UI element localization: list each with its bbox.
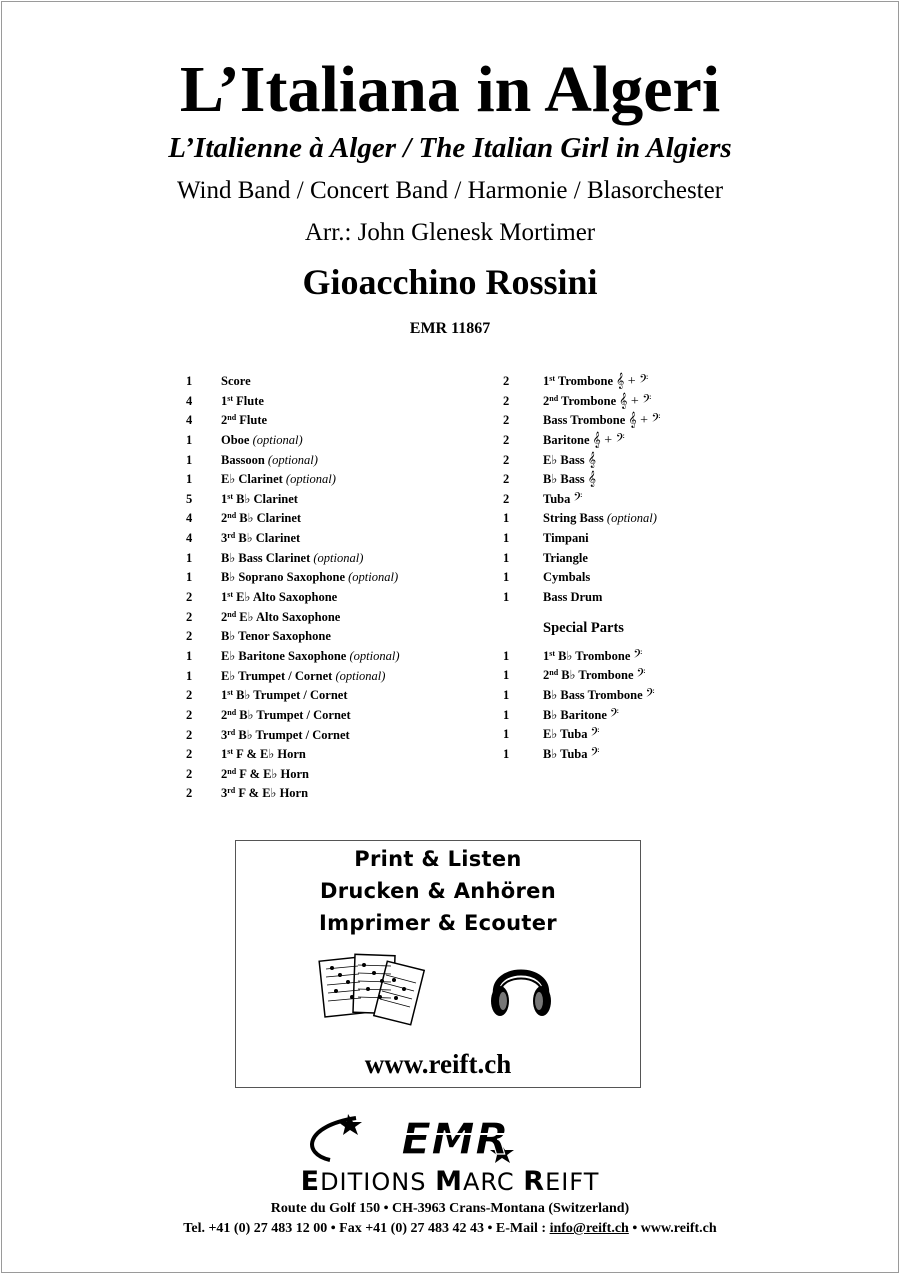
publisher-contact: Tel. +41 (0) 27 483 12 00 • Fax +41 (0) 27 483 42 43 • E-Mail : info@reift.ch • www.reift.ch: [183, 1221, 717, 1236]
parts-list-left: [186, 372, 400, 804]
part-name: Cymbals: [543, 570, 591, 585]
part-quantity: 2: [503, 491, 510, 506]
part-row: [186, 765, 400, 785]
part-name: 1st E♭ Alto Saxophone: [221, 590, 338, 605]
part-quantity: 2: [503, 452, 510, 467]
optional-label: (optional): [606, 511, 657, 526]
part-quantity: 1: [503, 746, 510, 761]
part-name: Bass Drum: [543, 590, 603, 605]
part-name: 1st Trombone 𝄞 + 𝄢: [543, 374, 649, 389]
part-quantity: 1: [503, 707, 510, 722]
part-name: 3rd B♭ Trumpet / Cornet: [221, 727, 350, 742]
part-name: B♭ Bass 𝄞: [543, 472, 596, 488]
website-url[interactable]: www.reift.ch: [364, 1049, 512, 1079]
part-row: [186, 372, 400, 392]
part-name: String Bass (optional): [543, 511, 657, 526]
part-name: 2nd Flute: [221, 413, 268, 428]
clef-icon: 𝄞 + 𝄢: [619, 393, 652, 409]
part-row: [186, 667, 400, 687]
part-row: [186, 431, 400, 451]
optional-label: (optional): [285, 472, 336, 487]
part-quantity: 1: [503, 668, 510, 683]
part-row: [503, 549, 660, 569]
part-row: [503, 666, 660, 686]
special-parts-heading: Special Parts: [543, 619, 624, 636]
part-quantity: 1: [503, 590, 510, 605]
part-row: [186, 647, 400, 667]
part-name: Baritone 𝄞 + 𝄢: [543, 432, 625, 448]
part-name: 1st Flute: [221, 393, 264, 408]
part-quantity: 1: [503, 550, 510, 565]
optional-label: (optional): [335, 668, 386, 683]
part-row: [186, 745, 400, 765]
part-name: 2nd Trombone 𝄞 + 𝄢: [543, 393, 652, 409]
part-name: 1st B♭ Trumpet / Cornet: [221, 688, 348, 703]
part-quantity: 1: [503, 570, 510, 585]
part-row: [186, 588, 400, 608]
part-name: 3rd F & E♭ Horn: [221, 786, 309, 801]
part-row: [186, 726, 400, 746]
part-name: Tuba 𝄢: [543, 491, 583, 507]
part-quantity: 1: [186, 570, 193, 585]
optional-label: (optional): [313, 550, 364, 565]
composer-name: Gioacchino Rossini: [302, 262, 598, 302]
part-name: Triangle: [543, 550, 588, 565]
part-row: [186, 627, 400, 647]
part-quantity: 2: [186, 629, 193, 644]
part-row: [503, 745, 660, 765]
part-row: [503, 470, 660, 490]
part-row: [186, 451, 400, 471]
part-quantity: 1: [186, 452, 193, 467]
part-row: [503, 725, 660, 745]
part-quantity: 2: [186, 707, 193, 722]
part-row: [503, 372, 660, 392]
clef-icon: 𝄞: [587, 452, 596, 468]
clef-icon: 𝄢: [573, 491, 583, 507]
part-quantity: 2: [186, 786, 193, 801]
part-quantity: 4: [186, 531, 193, 546]
part-quantity: 2: [186, 590, 193, 605]
clef-icon: 𝄞: [587, 472, 596, 488]
part-row: [503, 588, 660, 608]
optional-label: (optional): [267, 452, 318, 467]
part-quantity: 4: [186, 511, 193, 526]
optional-label: (optional): [252, 432, 303, 447]
clef-icon: 𝄞 + 𝄢: [592, 432, 625, 448]
part-row: [503, 509, 660, 529]
part-row: [503, 706, 660, 726]
part-name: B♭ Tuba 𝄢: [543, 746, 600, 762]
clef-icon: 𝄢: [590, 727, 600, 743]
part-quantity: 2: [186, 747, 193, 762]
part-quantity: 1: [186, 374, 193, 388]
promo-line-english: Print & Listen: [354, 847, 522, 871]
part-name: 1st B♭ Clarinet: [221, 491, 298, 506]
part-name: Score: [221, 374, 251, 388]
part-row: [186, 529, 400, 549]
part-name: 2nd E♭ Alto Saxophone: [221, 609, 341, 624]
part-quantity: 1: [186, 472, 193, 487]
part-row: [186, 706, 400, 726]
part-name: B♭ Tenor Saxophone: [221, 629, 331, 644]
part-row: [503, 647, 660, 667]
part-quantity: 2: [503, 432, 510, 447]
part-quantity: 5: [186, 491, 193, 506]
part-name: B♭ Bass Clarinet (optional): [221, 550, 364, 565]
part-name: Oboe (optional): [221, 432, 303, 447]
part-name: 1st B♭ Trombone 𝄢: [543, 648, 643, 664]
part-name: B♭ Bass Trombone 𝄢: [543, 687, 655, 703]
promo-line-french: Imprimer & Ecouter: [319, 911, 557, 935]
part-quantity: 1: [503, 648, 510, 663]
part-row: [503, 529, 660, 549]
part-row: [186, 686, 400, 706]
part-row: [186, 784, 400, 804]
publisher-address: Route du Golf 150 • CH-3963 Crans-Montana (Switzerland): [270, 1201, 630, 1216]
promo-line-german: Drucken & Anhören: [320, 879, 556, 903]
part-row: [503, 392, 660, 412]
headphones-icon: [488, 951, 554, 1021]
part-quantity: 1: [503, 687, 510, 702]
part-name: Timpani: [543, 531, 589, 546]
part-quantity: 4: [186, 413, 193, 428]
email-link[interactable]: info@reift.ch: [549, 1221, 629, 1236]
optional-label: (optional): [348, 570, 399, 585]
part-row: [186, 549, 400, 569]
part-name: 2nd B♭ Trombone 𝄢: [543, 668, 646, 684]
part-quantity: 2: [186, 609, 193, 624]
part-row: [503, 686, 660, 706]
part-row: [186, 608, 400, 628]
part-quantity: 2: [503, 393, 510, 408]
part-quantity: 4: [186, 393, 193, 408]
part-name: E♭ Clarinet (optional): [221, 472, 336, 487]
part-quantity: 2: [186, 727, 193, 742]
part-name: B♭ Baritone 𝄢: [543, 707, 619, 723]
part-quantity: 1: [186, 432, 193, 447]
clef-icon: 𝄞 + 𝄢: [628, 413, 661, 429]
part-quantity: 2: [503, 472, 510, 487]
part-row: [503, 568, 660, 588]
part-quantity: 2: [186, 688, 193, 703]
part-quantity: 1: [186, 668, 193, 683]
part-row: [186, 490, 400, 510]
part-name: 2nd F & E♭ Horn: [221, 766, 309, 781]
clef-icon: 𝄢: [645, 687, 655, 703]
part-name: E♭ Tuba 𝄢: [543, 727, 600, 743]
subtitle: L’Italienne à Alger / The Italian Girl in Algiers: [168, 132, 732, 164]
emr-logo-text: EMR: [401, 1114, 509, 1165]
part-row: [503, 431, 660, 451]
part-row: [503, 490, 660, 510]
clef-icon: 𝄢: [590, 746, 600, 762]
part-name: E♭ Baritone Saxophone (optional): [221, 648, 400, 663]
part-name: B♭ Soprano Saxophone (optional): [221, 570, 399, 585]
part-name: 2nd B♭ Trumpet / Cornet: [221, 707, 351, 722]
arranger-line: Arr.: John Glenesk Mortimer: [304, 219, 596, 246]
part-name: E♭ Bass 𝄞: [543, 452, 596, 468]
part-quantity: 1: [186, 550, 193, 565]
part-row: [186, 470, 400, 490]
part-row: [503, 411, 660, 431]
optional-label: (optional): [349, 648, 400, 663]
part-row: [503, 451, 660, 471]
part-name: Bassoon (optional): [221, 452, 318, 467]
part-row: [186, 568, 400, 588]
sheet-music-icon: [318, 953, 428, 1033]
ensemble-line: Wind Band / Concert Band / Harmonie / Blasorchester: [176, 177, 724, 204]
part-row: [186, 509, 400, 529]
part-row: [186, 392, 400, 412]
part-row: [186, 411, 400, 431]
part-quantity: 1: [503, 727, 510, 742]
part-name: 2nd B♭ Clarinet: [221, 511, 302, 526]
part-name: E♭ Trumpet / Cornet (optional): [221, 668, 386, 683]
clef-icon: 𝄢: [633, 648, 643, 664]
catalog-number: EMR 11867: [409, 320, 491, 337]
print-listen-box: [235, 840, 641, 1088]
page-title: L’Italiana in Algeri: [179, 53, 721, 126]
part-quantity: 1: [186, 648, 193, 663]
clef-icon: 𝄢: [636, 668, 646, 684]
clef-icon: 𝄢: [609, 707, 619, 723]
publisher-name: EDITIONS MARC REIFT: [300, 1166, 600, 1197]
emr-logo: [300, 1108, 600, 1168]
part-quantity: 1: [503, 531, 510, 546]
part-name: Bass Trombone 𝄞 + 𝄢: [543, 413, 661, 429]
part-quantity: 2: [186, 766, 193, 781]
parts-list-right: [503, 372, 660, 765]
part-name: 3rd B♭ Clarinet: [221, 531, 301, 546]
part-quantity: 2: [503, 374, 510, 388]
clef-icon: 𝄞 + 𝄢: [616, 374, 649, 389]
part-name: 1st F & E♭ Horn: [221, 747, 306, 762]
part-quantity: 2: [503, 413, 510, 428]
part-quantity: 1: [503, 511, 510, 526]
